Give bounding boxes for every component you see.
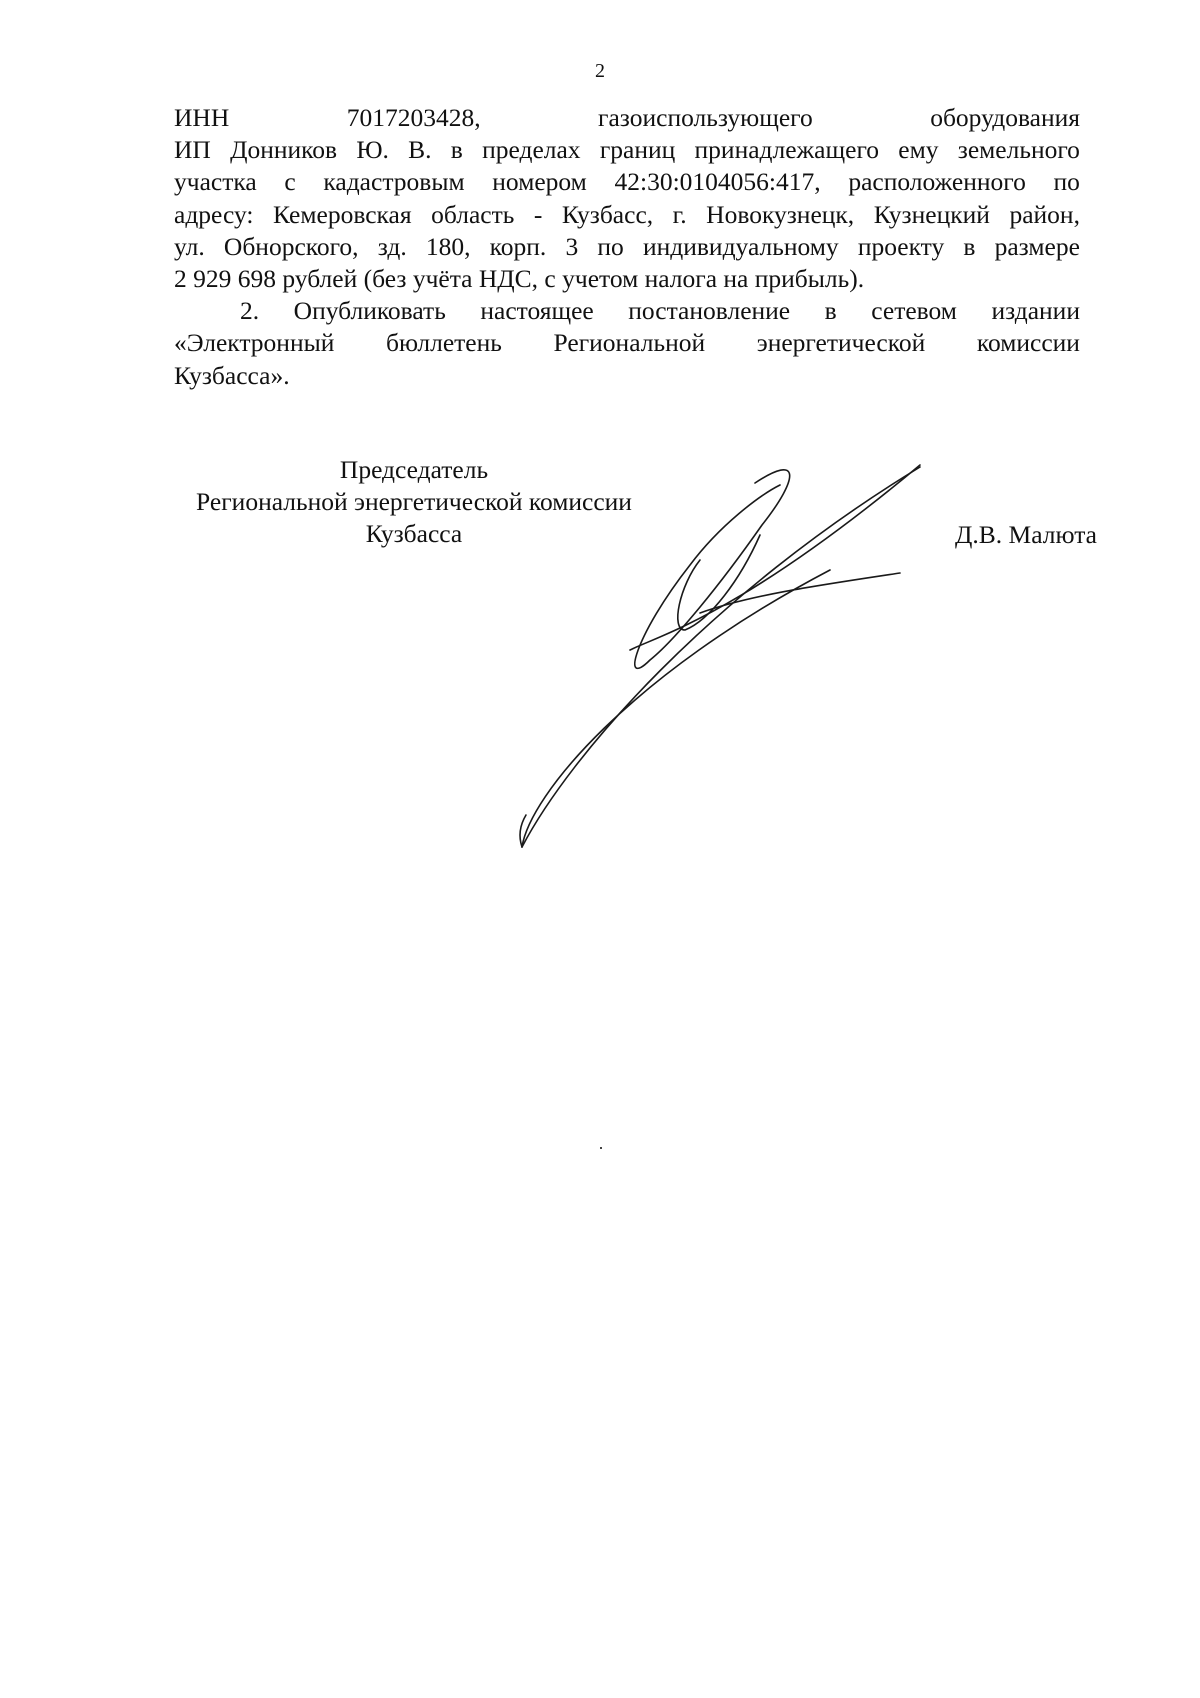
page-number: 2 [595,60,605,82]
word: Региональной [553,328,706,358]
text-line-1 [174,102,1080,134]
word: 3 [565,231,579,261]
word: Ю. [356,135,389,165]
word: с [284,167,296,197]
signer-name: Д.В. Малюта [955,520,1097,549]
word: энергетической [756,328,926,358]
word: ИП [174,135,211,165]
signatory-title-line-3: Кузбасса [365,519,463,548]
word: в [824,296,837,326]
word: газоиспользующего [598,103,813,132]
word: по [597,231,624,261]
word: Кемеровская [273,199,412,229]
word: ИНН [174,103,230,132]
word: 42:30:0104056:417, [614,167,821,197]
word: оборудования [930,103,1080,132]
text-line-6: 2 929 698 рублей (без учёта НДС, с учетом налога на прибыль). [174,263,865,293]
text-line-8 [174,327,1080,359]
word: кадастровым [323,167,465,197]
word: бюллетень [386,328,502,358]
signature-lower-stroke [522,570,830,847]
word: сетевом [871,296,957,326]
word: проекту [857,231,945,261]
word: зд. [377,231,407,261]
text-line-4 [174,199,1080,231]
word: 2. [240,296,260,326]
word: пределах [482,135,581,165]
word: Новокузнецк, [706,199,855,229]
word: Донников [230,135,338,165]
word: область [431,199,515,229]
word: район, [1009,199,1080,229]
word: индивидуальному [642,231,839,261]
word: размере [994,231,1080,261]
word: в [963,231,976,261]
signature-crossbar [630,465,920,650]
scan-speck [600,1147,602,1149]
signature-tail [700,573,900,613]
text-line-9: Кузбасса». [174,360,290,390]
word: принадлежащего [694,135,880,165]
word: комиссии [976,328,1080,358]
word: корп. [489,231,547,261]
word: по [1053,167,1080,197]
word: г. [672,199,687,229]
text-line-2 [174,134,1080,166]
word: в [450,135,463,165]
word: адресу: [174,199,254,229]
word: - [533,199,543,229]
word: В. [408,135,432,165]
text-line-3 [174,166,1080,198]
word: земельного [957,135,1080,165]
word: постановление [628,296,791,326]
word: Опубликовать [293,296,446,326]
word: Кузбасс, [561,199,654,229]
word: расположенного [848,167,1026,197]
word: ему [898,135,939,165]
word: Обнорского, [223,231,359,261]
text-line-7 [174,295,1080,327]
signatory-title-line-1: Председатель [339,455,489,484]
word: 180, [425,231,471,261]
signatory-title-line-2: Региональной энергетической комиссии [196,487,632,516]
text-line-5 [174,231,1080,263]
handwritten-signature [500,455,980,865]
word: участка [174,167,257,197]
word: ул. [174,231,205,261]
word: настоящее [480,296,594,326]
word: Кузнецкий [873,199,990,229]
document-body [174,102,1080,392]
word: номером [492,167,587,197]
word: границ [599,135,676,165]
signature-main-stroke [522,467,920,847]
word: издании [991,296,1080,326]
word: 7017203428, [346,103,481,132]
word: «Электронный [174,328,335,358]
